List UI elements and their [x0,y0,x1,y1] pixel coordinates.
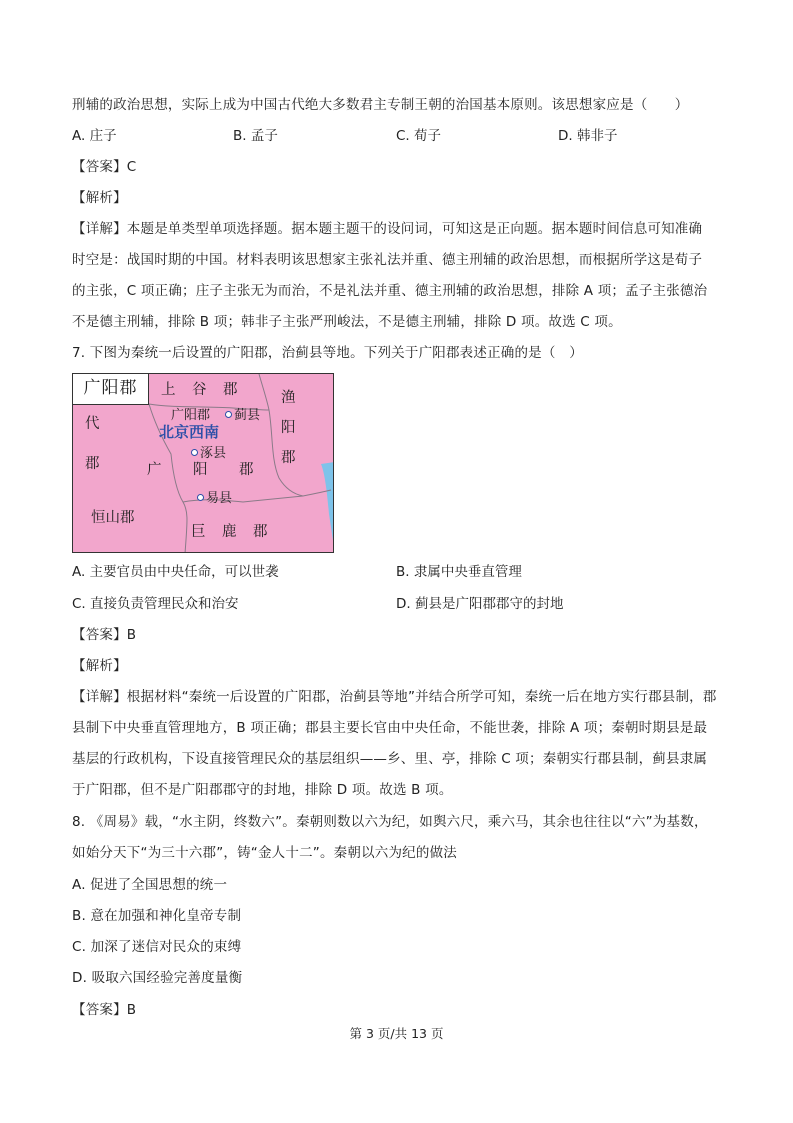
label-jun: 郡 [85,456,100,472]
label-yang: 阳 [281,420,296,436]
sea-area [321,462,334,553]
q6-option-a: A. 庄子 [72,128,117,144]
city-dot-icon [225,411,232,418]
q8-option-b: B. 意在加强和神化皇帝专制 [72,908,242,924]
label-yang: 阳 [193,462,208,478]
label-guang: 广 [147,462,162,478]
q7-detail-line: 【详解】根据材料“秦统一后设置的广阳郡，治蓟县等地”并结合所学可知，秦统一后在地方实行郡县制，郡 [72,689,717,705]
label-guangyangjun: 广阳郡 [171,408,211,423]
q8-stem-line: 8. 《周易》载，“水主阴，终数六”。秦朝则数以六为纪，如舆六尺，乘六马，其余也往往以“六”为基数， [72,814,708,830]
q7-stem: 7. 下图为秦统一后设置的广阳郡，治蓟县等地。下列关于广阳郡表述正确的是（ ） [72,345,583,361]
label-beijing-southwest: 北京西南 [159,423,220,441]
q8-option-a: A. 促进了全国思想的统一 [72,877,228,893]
city-name: 涿县 [200,446,227,461]
label-julu: 巨 鹿 郡 [191,524,269,540]
q6-option-c: C. 荀子 [396,128,442,144]
label-jun: 郡 [281,450,296,466]
q8-option-d: D. 吸取六国经验完善度量衡 [72,970,243,986]
label-dai: 代 [85,416,100,432]
q7-analysis-heading: 【解析】 [72,658,127,674]
q7-detail-line: 县制下中央垂直管理地方，B 项正确；郡县主要长官由中央任命，不能世袭，排除 A 项；秦朝时期县是最 [72,720,708,736]
q6-option-d: D. 韩非子 [558,128,618,144]
map-title: 广阳郡 [73,374,149,405]
city-dot-icon [191,449,198,456]
q6-detail-line: 【详解】本题是单类型单项选择题。据本题主题干的设问词，可知这是正向题。据本题时间信息可知准确 [72,221,703,237]
q7-option-a: A. 主要官员由中央任命，可以世袭 [72,564,279,580]
q8-answer: 【答案】B [72,1002,137,1018]
q7-detail-line: 于广阳郡，但不是广阳郡郡守的封地，排除 D 项。故选 B 项。 [72,782,453,798]
guangyang-commandery-map [72,373,334,553]
q6-detail-line: 时空是：战国时期的中国。材料表明该思想家主张礼法并重、德主刑辅的政治思想，而根据所学这是荀子 [72,252,703,268]
q6-answer: 【答案】C [72,159,137,175]
q7-option-d: D. 蓟县是广阳郡郡守的封地 [396,596,564,612]
q6-detail-line: 不是德主刑辅，排除 B 项；韩非子主张严刑峻法，不是德主刑辅，排除 D 项。故选 C 项。 [72,314,622,330]
label-hengshan: 恒山郡 [91,510,135,526]
q6-analysis-heading: 【解析】 [72,190,127,206]
city-name: 易县 [206,491,233,506]
q6-detail-line: 的主张，C 项正确；庄子主张无为而治，不是礼法并重、德主刑辅的政治思想，排除 A 项；孟子主张德治 [72,283,708,299]
q6-stem: 刑辅的政治思想，实际上成为中国古代绝大多数君主专制王朝的治国基本原则。该思想家应是（ ） [72,97,689,113]
city-name: 蓟县 [234,408,261,423]
label-shanggu: 上 谷 郡 [161,382,239,398]
q8-stem-line: 如始分天下“为三十六郡”，铸“金人十二”。秦朝以六为纪的做法 [72,845,457,861]
label-yu: 渔 [281,390,296,406]
q7-answer: 【答案】B [72,627,137,643]
city-jixian [225,404,260,423]
q7-option-b: B. 隶属中央垂直管理 [396,564,522,580]
q6-option-b: B. 孟子 [233,128,278,144]
page-number: 第 3 页/共 13 页 [349,1026,444,1041]
city-dot-icon [197,494,204,501]
q8-option-c: C. 加深了迷信对民众的束缚 [72,939,242,955]
city-yixian [197,487,232,506]
q7-option-c: C. 直接负责管理民众和治安 [72,596,239,612]
label-jun: 郡 [239,462,254,478]
q7-detail-line: 基层的行政机构，下设直接管理民众的基层组织——乡、里、亭，排除 C 项；秦朝实行郡县制，蓟县隶属 [72,751,708,767]
